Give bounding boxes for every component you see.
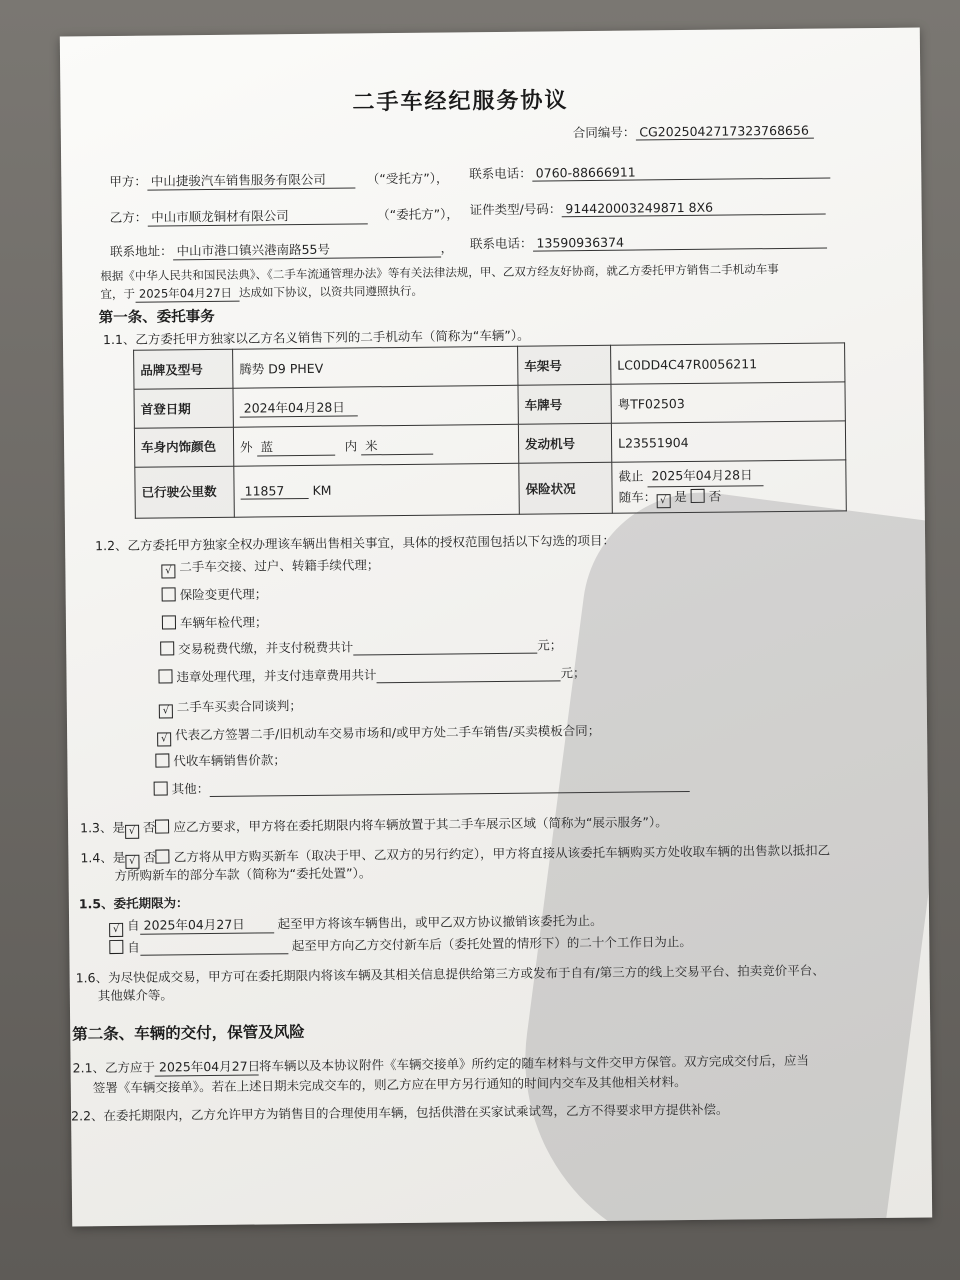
display-yes-checkbox[interactable]: √ <box>125 825 139 839</box>
contract-number: 合同编号： CG2025042717323768656 <box>573 121 814 142</box>
clause-1-4-cont: 方所购新车的部分车款（简称为“委托处置”）。 <box>114 865 372 884</box>
party-b-id: 914420003249871 8X6 <box>561 199 825 218</box>
vehicle-table <box>133 342 847 518</box>
insurance-until: 2025年04月28日 <box>647 465 763 487</box>
brand-label: 品牌及型号 <box>134 349 233 389</box>
term-1-checkbox[interactable]: √ <box>109 923 123 937</box>
engine-label: 发动机号 <box>518 423 611 463</box>
reg-date-value: 2024年04月28日 <box>240 397 358 417</box>
clause-1-1: 1.1、乙方委托甲方独家以乙方名义销售下列的二手机动车（简称为“车辆”）。 <box>102 327 530 348</box>
section-1-heading: 第一条、委托事务 <box>98 308 215 327</box>
vin-value: LC0DD4C47R0056211 <box>611 343 845 384</box>
term-option-1: √ 自 2025年04月27日 起至甲方将该车辆售出，或甲乙双方协议撤销该委托为止。 <box>109 911 603 937</box>
auth-item-5: 违章处理代理，并支付违章费用共计 元； <box>158 663 585 685</box>
color-label: 车身内饰颜色 <box>134 427 233 467</box>
insurance-label: 保险状况 <box>519 462 613 514</box>
auth-item-8: 代收车辆销售价款； <box>155 750 286 769</box>
auth-item-4: 交易税费代缴，并支付税费共计 元； <box>160 635 562 657</box>
interior-color: 米 <box>361 435 433 455</box>
term-2-checkbox[interactable] <box>109 940 123 954</box>
term-1-date: 2025年04月27日 <box>140 914 274 934</box>
insurance-no-checkbox[interactable] <box>691 489 705 503</box>
item-checkbox[interactable] <box>158 669 172 683</box>
mileage-cell: 11857 KM <box>234 463 520 517</box>
party-b-row: 乙方： 中山市顺龙铜材有限公司 （“委托方”）， <box>109 206 459 226</box>
tax-amount-field[interactable] <box>353 639 537 656</box>
item-checkbox[interactable]: √ <box>161 564 175 578</box>
clause-1-4: 1.4、是 √ 否 乙方将从甲方购买新车（取决于甲、乙双方的另行约定），甲方将直接从该委托车辆购买方处收取车辆的出售款以抵扣乙 <box>80 841 830 870</box>
mileage-label: 已行驶公里数 <box>135 466 235 518</box>
contract-paper <box>60 28 932 1227</box>
display-no-checkbox[interactable] <box>155 819 169 833</box>
exterior-color: 蓝 <box>256 436 334 456</box>
plate-value: 粤TF02503 <box>611 382 845 423</box>
party-b-id-row: 证件类型/号码： 914420003249871 8X6 <box>470 197 826 219</box>
color-cell: 外 蓝 内 米 <box>233 424 518 466</box>
clause-2-1: 2.1、乙方应于 2025年04月27日将车辆以及本协议附件《车辆交接单》所约定的随车材料与文件交甲方保管。双方完成交付后，应当 <box>72 1052 810 1076</box>
plate-label: 车牌号 <box>518 384 611 424</box>
auth-item-1: √ 二手车交接、过户、转籍手续代理； <box>161 555 379 578</box>
party-b-phone-row: 联系电话： 13590936374 <box>470 231 827 253</box>
item-checkbox[interactable] <box>162 587 176 601</box>
auth-item-7: √ 代表乙方签署二手/旧机动车交易市场和/或甲方处二手车销售/买卖模板合同； <box>157 721 600 747</box>
term-option-2: 自 起至甲方向乙方交付新车后（委托处置的情形下）的二十个工作日为止。 <box>109 932 692 956</box>
reg-date-cell <box>233 385 518 427</box>
entrust-no-checkbox[interactable] <box>156 849 170 863</box>
document-title: 二手车经纪服务协议 <box>352 88 569 116</box>
item-checkbox[interactable] <box>154 781 168 795</box>
clause-2-1-cont: 签署《车辆交接单》。若在上述日期未完成交车的，则乙方应在甲方另行通知的时间内交车及其他相关材料。 <box>92 1074 687 1096</box>
clause-1-3: 1.3、是 √ 否 应乙方要求，甲方将在委托期限内将车辆放置于其二手车展示区域（简称为“展示服务”）。 <box>80 812 668 839</box>
item-checkbox[interactable] <box>162 615 176 629</box>
section-2-heading: 第二条、车辆的交付，保管及风险 <box>72 1023 305 1044</box>
insurance-cell: 截止 2025年04月28日 随车： √ 是 否 <box>612 460 847 513</box>
party-b-phone: 13590936374 <box>532 233 826 252</box>
item-checkbox[interactable]: √ <box>159 704 173 718</box>
party-a-phone-row: 联系电话： 0760-88666911 <box>469 160 830 182</box>
item-checkbox[interactable] <box>155 753 169 767</box>
brand-value: 腾势 D9 PHEV <box>233 346 518 388</box>
party-a-name: 中山捷骏汽车销售服务有限公司 <box>147 169 355 190</box>
reg-date-label: 首登日期 <box>134 388 233 428</box>
party-a-phone: 0760-88666911 <box>532 162 830 181</box>
vin-label: 车架号 <box>518 345 611 385</box>
party-a-row: 甲方： 中山捷骏汽车销售服务有限公司 （“受托方”）， <box>109 170 449 190</box>
intro-date: 2025年04月27日 <box>135 285 239 303</box>
mileage-value: 11857 <box>240 483 308 500</box>
other-field[interactable] <box>209 777 689 797</box>
auth-item-3: 车辆年检代理； <box>162 612 268 631</box>
address-row: 联系地址： 中山市港口镇兴港南路55号 ， <box>109 240 454 260</box>
engine-value: L23551904 <box>611 421 845 462</box>
auth-item-2: 保险变更代理； <box>162 584 268 603</box>
clause-1-6: 1.6、为尽快促成交易，甲方可在委托期限内将该车辆及其相关信息提供给第三方或发布于自有/第三方的线上交易平台、拍卖竞价平台、 <box>75 962 825 986</box>
insurance-yes-checkbox[interactable]: √ <box>656 494 670 508</box>
item-checkbox[interactable] <box>160 641 174 655</box>
table-row <box>135 460 846 518</box>
clause-1-5: 1.5、委托期限为： <box>78 895 189 912</box>
entrust-yes-checkbox[interactable]: √ <box>125 855 139 869</box>
intro-line-2: 宜，于 2025年04月27日 达成如下协议，以资共同遵照执行。 <box>100 283 424 302</box>
clause-1-2: 1.2、乙方委托甲方独家全权办理该车辆出售相关事宜，具体的授权范围包括以下勾选的项目： <box>95 532 616 554</box>
term-2-date-field[interactable] <box>140 939 288 956</box>
delivery-date: 2025年04月27日 <box>155 1057 259 1077</box>
violation-amount-field[interactable] <box>376 666 560 683</box>
party-b-name: 中山市顺龙铜材有限公司 <box>147 205 367 226</box>
item-checkbox[interactable]: √ <box>157 732 171 746</box>
auth-item-6: √ 二手车买卖合同谈判； <box>159 696 302 718</box>
intro-line-1: 根据《中华人民共和国民法典》、《二手车流通管理办法》等有关法律法规，甲、乙双方经友好协商，就乙方委托甲方销售二手机动车事 <box>100 262 779 284</box>
auth-item-9: 其他： <box>154 774 690 798</box>
clause-1-6-cont: 其他媒介等。 <box>97 987 173 1004</box>
address-value: 中山市港口镇兴港南路55号 <box>172 239 440 261</box>
clause-2-2: 2.2、在委托期限内，乙方允许甲方为销售目的合理使用车辆，包括供潜在买家试乘试驾，乙方不得要求甲方提供补偿。 <box>71 1101 729 1124</box>
contract-number-value: CG2025042717323768656 <box>635 123 813 141</box>
